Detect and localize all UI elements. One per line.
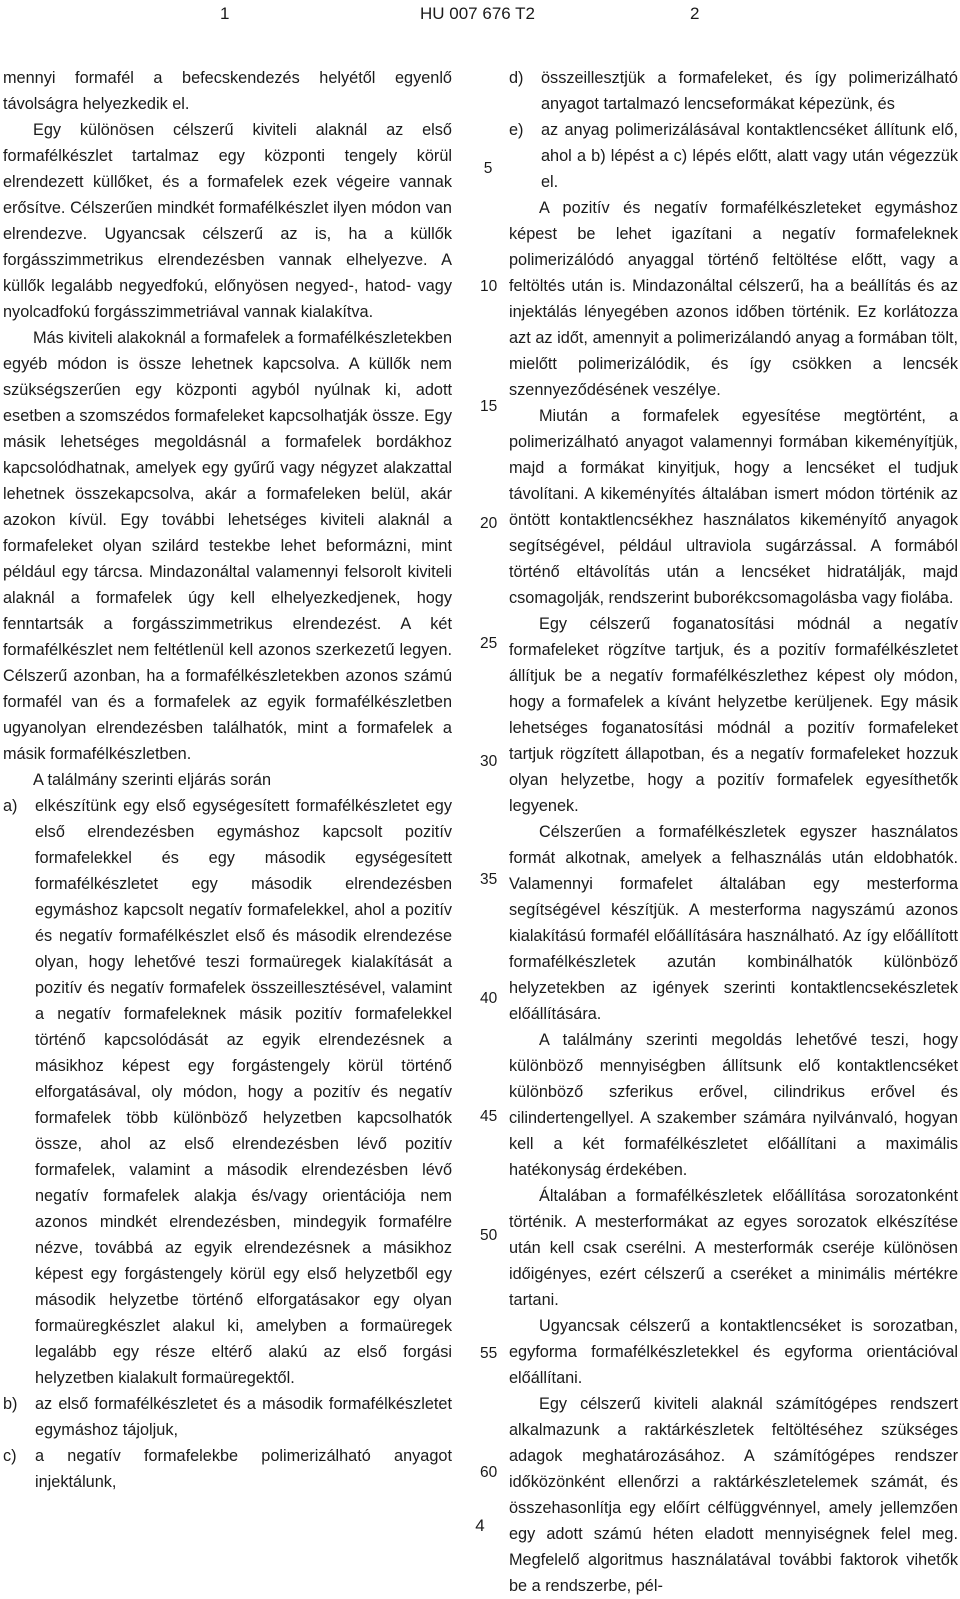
left-paragraph-2: Egy különösen célszerű kiviteli alaknál az első formafélkészlet tartalmaz egy központi tengely körül elrendezett küllőket, és a formafelek ezek végeire vannak erősítve. Célszerűen mindkét formafélkészlet ilyen módon van elrendezve. Ugyancsak célszerű az is, ha a küllők forgásszimmetrikus elrendezésben vannak elhelyezve. A küllők legalább negyedfokú, előnyösen negyed-, hatod- vagy nyolcadfokú forgásszimmetriával vannak kialakítva. [3, 121, 452, 321]
right-paragraph-2: Miután a formafelek egyesítése megtörtént, a polimerizálható anyagot valamennyi formában kikeményítjük, majd a formákat kinyitjuk, hogy a lencséket el tudjuk távolítani. A kikeményítés általában ismert módon történik az öntött kontaktlencsékhez használatos kikeményítő anyagok segítségével, például ultraviola sugárzással. A formából történő eltávolítás után a lencséket hidratálják, majd csomagolják, rendszerint buborékcsomagolásba vagy fiolába. [509, 407, 958, 607]
step-e-label: e) [509, 121, 524, 139]
step-b [3, 1391, 452, 1443]
step-b-label: b) [3, 1395, 18, 1413]
step-a-text: elkészítünk egy első egységesített formafélkészletet egy első elrendezésben egymáshoz kapcsolt pozitív formafelekkel és egy második egységesített formafélkészletet egy második elrendezésben egymáshoz kapcsolt negatív formafelekkel, ahol a pozitív és negatív formafélkészlet első és második elrendezése olyan, hogy lehetővé teszi formaüregek kialakítását a pozitív és negatív formafelek összeillesztésével, valamint a negatív formafeleknek másik pozitív formafelekkel történő kapcsolódását az egyik elrendezésnek a másikhoz képest egy forgástengely körül történő elforgatásával, oly módon, hogy a pozitív és negatív formafelek több különböző helyzetben kapcsolhatók össze, ahol az első elrendezésben lévő pozitív formafelek, valamint a második elrendezésben lévő negatív formafelek alakja és/vagy orientációja nem azonos mindkét elrendezésben, mindegyik formafélre nézve, továbbá az egyik elrendezésnek a másikhoz képest egy forgástengely körül egy első helyzetből egy második helyzetbe történő elforgatásakor egy olyan formaüregkészlet alakul ki, amelyben a formaüregek legalább egy része eltérő alakú az első forgási helyzetben kialakult formaüregektől. [35, 797, 452, 1387]
line-number-5: 5 [483, 160, 493, 177]
right-paragraph-6: Általában a formafélkészletek előállítása sorozatonként történik. A mesterformákat az egyes sorozatok elkészítése után kell csak cserélni. A mesterformák cseréje különösen időigényes, ezért célszerű a cseréket a minimális mértékre tartani. [509, 1187, 958, 1309]
line-number-45: 45 [480, 1108, 498, 1125]
header-left-page-number: 1 [220, 4, 230, 23]
right-paragraph-4: Célszerűen a formafélkészletek egyszer használatos formát alkotnak, amelyek a felhasználás után eldobhatók. Valamennyi formafelet általában egy mesterforma segítségével készítjük. A mesterforma nagyszámú azonos kialakítású formafél előállítására használható. Az így előállított formafélkészletek azután kombinálhatók különböző helyzetekben az igények szerinti kontaktlencsekészletek előállítására. [509, 823, 958, 1023]
line-number-55: 55 [480, 1345, 498, 1362]
step-d-label: d) [509, 69, 524, 87]
line-number-50: 50 [480, 1227, 498, 1244]
left-column [3, 65, 452, 1495]
step-e-text: az anyag polimerizálásával kontaktlencséket állítunk elő, ahol a b) lépést a c) lépés előtt, alatt vagy után végezzük el. [541, 121, 958, 191]
right-paragraph-5: A találmány szerinti megoldás lehetővé teszi, hogy különböző mennyiségben állítsunk elő kontaktlencséket különböző szferikus erővel, cilindrikus erővel és cilindertengellyel. A szakember számára nyilvánvaló, hogyan kell a két formafélkészletet előállítani a maximális hatékonyság érdekében. [509, 1031, 958, 1179]
header-right-page-number: 2 [690, 4, 700, 23]
line-number-60: 60 [480, 1464, 498, 1481]
left-paragraph-4: A találmány szerinti eljárás során [33, 771, 271, 789]
step-c-label: c) [3, 1447, 17, 1465]
line-number-30: 30 [480, 753, 498, 770]
header-document-id: HU 007 676 T2 [420, 4, 535, 23]
line-number-35: 35 [480, 871, 498, 888]
step-d-text: összeillesztjük a formafeleket, és így polimerizálható anyagot tartalmazó lencseformákat képezünk, és [541, 69, 958, 113]
step-c-text: a negatív formafelekbe polimerizálható anyagot injektálunk, [35, 1447, 452, 1491]
line-number-40: 40 [480, 990, 498, 1007]
step-a [3, 793, 452, 1391]
left-paragraph-1: mennyi formafél a befecskendezés helyétől egyenlő távolságra helyezkedik el. [3, 69, 452, 113]
right-column [509, 65, 958, 1599]
footer-page-number: 4 [475, 1516, 485, 1535]
step-c [3, 1443, 452, 1495]
step-a-label: a) [3, 797, 18, 815]
line-number-20: 20 [480, 515, 498, 532]
right-paragraph-3: Egy célszerű foganatosítási módnál a negatív formafeleket rögzítve tartjuk, és a pozitív formafélkészletet állítjuk be a negatív formafélkészlethez képest oly módon, hogy a formafelek a kívánt helyzetbe kerüljenek. Egy másik lehetséges foganatosítási módnál a pozitív formafeleket tartjuk rögzített állapotban, és a negatív formafeleket hozzuk olyan helyzetbe, hogy a pozitív formafelek egyesíthetők legyenek. [509, 615, 958, 815]
step-b-text: az első formafélkészletet és a második formafélkészletet egymáshoz tájoljuk, [35, 1395, 452, 1439]
line-number-10: 10 [480, 278, 498, 295]
step-e [509, 117, 958, 195]
right-paragraph-8: Egy célszerű kiviteli alaknál számítógépes rendszert alkalmazunk a raktárkészletek feltöltéséhez szükséges adagok meghatározásához. A számítógépes rendszer időközönként ellenőrzi a raktárkészletelemek számát, és összehasonlítja egy előírt célfüggvénnyel, amely jellemzően egy adott számú héten eladott mennyiségnek felel meg. Megfelelő algoritmus használatával további faktorok vihetők be a rendszerbe, pél- [509, 1395, 958, 1595]
line-number-15: 15 [480, 398, 498, 415]
step-d [509, 65, 958, 117]
left-paragraph-3: Más kiviteli alakoknál a formafelek a formafélkészletekben egyéb módon is össze lehetnek kapcsolva. A küllők nem szükségszerűen egy központi agyból nyúlnak ki, adott esetben a szomszédos formafeleket kapcsolhatják össze. Egy másik lehetséges megoldásnál a formafelek bordákhoz kapcsolódhatnak, amelyek egy gyűrű vagy négyzet alakzattal lehetnek összekapcsolva, akár a formafeleken belül, akár azokon kívül. Egy további lehetséges kiviteli alaknál a formafeleket olyan szilárd testekbe lehet beformázni, mint például egy tárcsa. Mindazonáltal valamennyi felsorolt kiviteli alaknál a formafelek úgy kell elhelyezkedjenek, hogy fenntartsák a forgásszimmetrikus elrendezést. A két formafélkészlet nem feltétlenül kell azonos szerkezetű legyen. Célszerű azonban, ha a formafélkészletekben azonos számú formafél van és a formafelek az egyik formafélkészletben ugyanolyan elrendezésben találhatók, mint a formafelek a másik formafélkészletben. [3, 329, 452, 763]
line-number-25: 25 [480, 635, 498, 652]
right-paragraph-1: A pozitív és negatív formafélkészleteket egymáshoz képest be lehet igazítani a negatív formafeleknek polimerizálódó anyaggal történő feltöltése előtt, vagy a feltöltés után is. Mindazonáltal célszerű, ha a beállítás és az injektálás lényegében azonos időben történik. Ez korlátozza azt az időt, amennyit a polimerizálandó anyag a formában tölt, mielőtt polimerizálódik, és így csökken a lencsék szennyeződésének veszélye. [509, 199, 958, 399]
right-paragraph-7: Ugyancsak célszerű a kontaktlencséket is sorozatban, egyforma formafélkészletekkel és egyforma orientációval előállítani. [509, 1317, 958, 1387]
